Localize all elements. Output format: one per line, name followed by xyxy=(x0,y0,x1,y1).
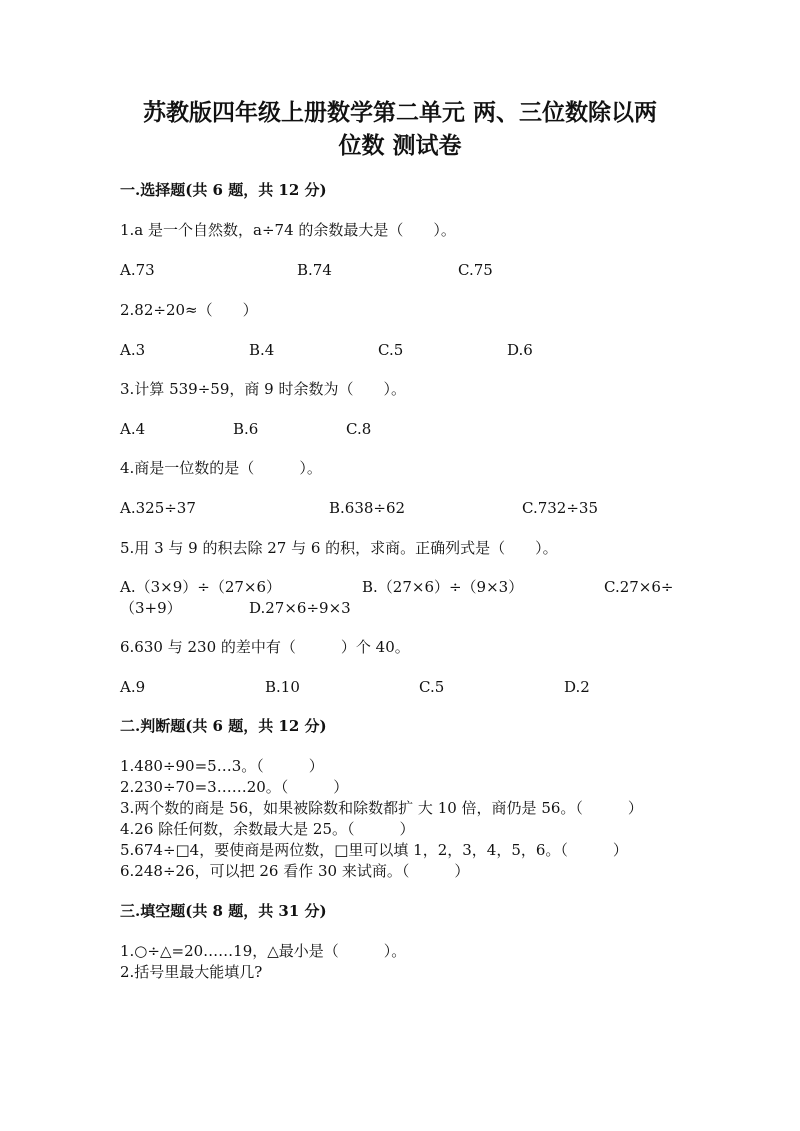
fill-in-item: 1.○÷△=20……19，△最小是（ ）。 xyxy=(120,942,407,960)
choice-option: A.（3×9）÷（27×6） xyxy=(120,578,282,596)
choice-option: C.75 xyxy=(458,261,493,279)
choice-option: A.73 xyxy=(120,261,155,279)
choice-option: A.3 xyxy=(120,341,146,359)
choice-option: B.6 xyxy=(233,420,259,438)
choice-option-continued: （3+9） xyxy=(120,599,182,617)
choice-option: B.74 xyxy=(297,261,332,279)
judgment-item: 4.26 除任何数，余数最大是 25。（ ） xyxy=(120,820,415,838)
fill-in-item: 2.括号里最大能填几? xyxy=(120,963,263,981)
choice-option: B.4 xyxy=(249,341,275,359)
choice-option: D.2 xyxy=(564,678,590,696)
page-title-line1: 苏教版四年级上册数学第二单元 两、三位数除以两 xyxy=(142,99,657,126)
choice-option: C.5 xyxy=(419,678,445,696)
page-title-line2: 位数 测试卷 xyxy=(338,132,462,159)
choice-option: C.27×6÷ xyxy=(604,578,674,596)
choice-option: D.6 xyxy=(507,341,533,359)
section-heading-fill-in: 三.填空题(共 8 题，共 31 分) xyxy=(120,902,327,920)
question-text: 3.计算 539÷59，商 9 时余数为（ ）。 xyxy=(120,380,406,398)
choice-option: D.27×6÷9×3 xyxy=(249,599,351,617)
question-text: 4.商是一位数的是（ ）。 xyxy=(120,459,322,477)
choice-option: B.638÷62 xyxy=(329,499,406,517)
choice-option: A.9 xyxy=(120,678,146,696)
question-text: 2.82÷20≈（ ） xyxy=(120,301,258,319)
question-text: 5.用 3 与 9 的积去除 27 与 6 的积，求商。正确列式是（ ）。 xyxy=(120,539,558,557)
judgment-item: 2.230÷70=3……20。（ ） xyxy=(120,778,349,796)
section-heading-multiple-choice: 一.选择题(共 6 题，共 12 分) xyxy=(120,181,327,199)
choice-option: A.4 xyxy=(120,420,146,438)
judgment-item: 3.两个数的商是 56，如果被除数和除数都扩 大 10 倍，商仍是 56。（ ） xyxy=(120,799,643,817)
choice-option: C.8 xyxy=(346,420,372,438)
section-heading-true-false: 二.判断题(共 6 题，共 12 分) xyxy=(120,717,327,735)
choice-option: B.（27×6）÷（9×3） xyxy=(362,578,524,596)
judgment-item: 5.674÷□4，要使商是两位数，□里可以填 1，2，3，4，5，6。（ ） xyxy=(120,841,628,859)
judgment-item: 1.480÷90=5…3。（ ） xyxy=(120,757,324,775)
question-text: 6.630 与 230 的差中有（ ）个 40。 xyxy=(120,638,410,656)
choice-option: B.10 xyxy=(265,678,300,696)
choice-option: C.732÷35 xyxy=(522,499,598,517)
judgment-item: 6.248÷26，可以把 26 看作 30 来试商。（ ） xyxy=(120,862,470,880)
question-text: 1.a 是一个自然数，a÷74 的余数最大是（ ）。 xyxy=(120,221,456,239)
choice-option: A.325÷37 xyxy=(120,499,196,517)
choice-option: C.5 xyxy=(378,341,404,359)
